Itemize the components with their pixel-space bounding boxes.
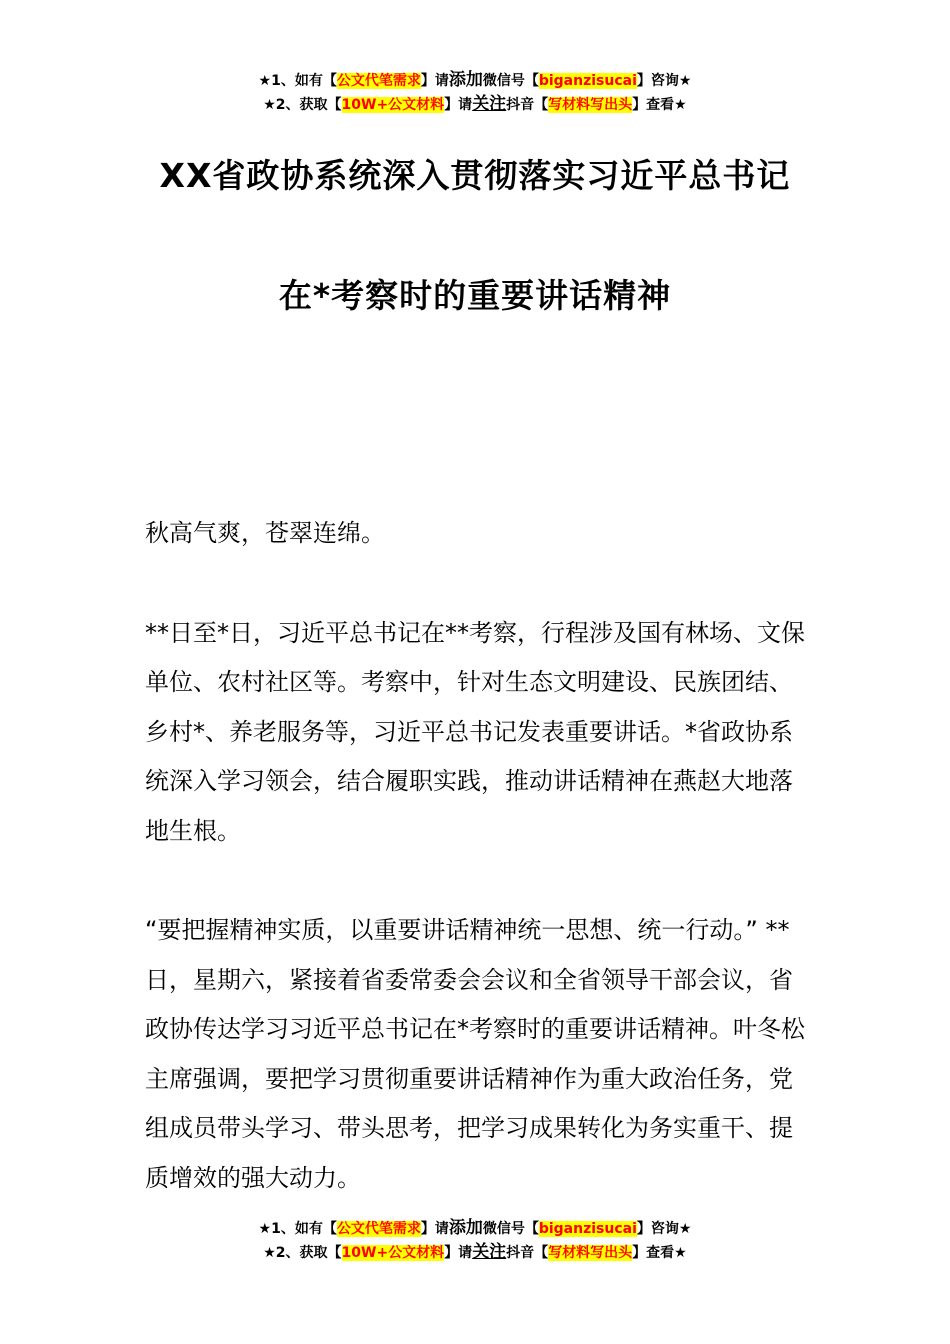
- document-title-line-2: 在*考察时的重要讲话精神: [278, 276, 672, 315]
- paragraph: “要把握精神实质，以重要讲话精神统一思想、统一行动。” **日，星期六，紧接着省委常委会会议和全省领导干部会议，省政协传达学习习近平总书记在*考察时的重要讲话精神。叶冬松主席强调，要把学习贯彻重要讲话精神作为重大政治任务，党组成员带头学习、带头思考，把学习成果转化为务实重干、提质增效的强大动力。: [145, 916, 805, 1192]
- paragraph: **日至*日，习近平总书记在**考察，行程涉及国有林场、文保单位、农村社区等。考察中，针对生态文明建设、民族团结、乡村*、养老服务等，习近平总书记发表重要讲话。*省政协系统深入学习领会，结合履职实践，推动讲话精神在燕赵大地落地生根。: [145, 618, 805, 845]
- highlight-douyin: 写材料写出头: [548, 97, 633, 113]
- banner-line-2: ★2、获取【10W+公文材料】请关注抖音【写材料写出头】查看★: [263, 1242, 687, 1262]
- top-banner: [0, 69, 950, 117]
- highlight-douyin: 写材料写出头: [548, 1245, 633, 1261]
- paragraph: 秋高气爽，苍翠连绵。: [145, 519, 385, 547]
- document-title-line-1: XX省政协系统深入贯彻落实习近平总书记: [159, 156, 791, 195]
- highlight-materials: 10W+公文材料: [341, 1245, 445, 1261]
- highlight-wechat-id: biganzisucai: [538, 1221, 637, 1237]
- banner-line-1: ★1、如有【公文代笔需求】请添加微信号【biganzisucai】咨询★: [258, 70, 692, 90]
- highlight-materials: 10W+公文材料: [341, 97, 445, 113]
- banner-line-2: ★2、获取【10W+公文材料】请关注抖音【写材料写出头】查看★: [263, 94, 687, 114]
- document-body: [145, 509, 813, 1253]
- banner-line-1: ★1、如有【公文代笔需求】请添加微信号【biganzisucai】咨询★: [258, 1218, 692, 1238]
- highlight-service: 公文代笔需求: [336, 1221, 421, 1237]
- bottom-banner: [0, 1217, 950, 1265]
- highlight-wechat-id: biganzisucai: [538, 73, 637, 89]
- highlight-service: 公文代笔需求: [336, 73, 421, 89]
